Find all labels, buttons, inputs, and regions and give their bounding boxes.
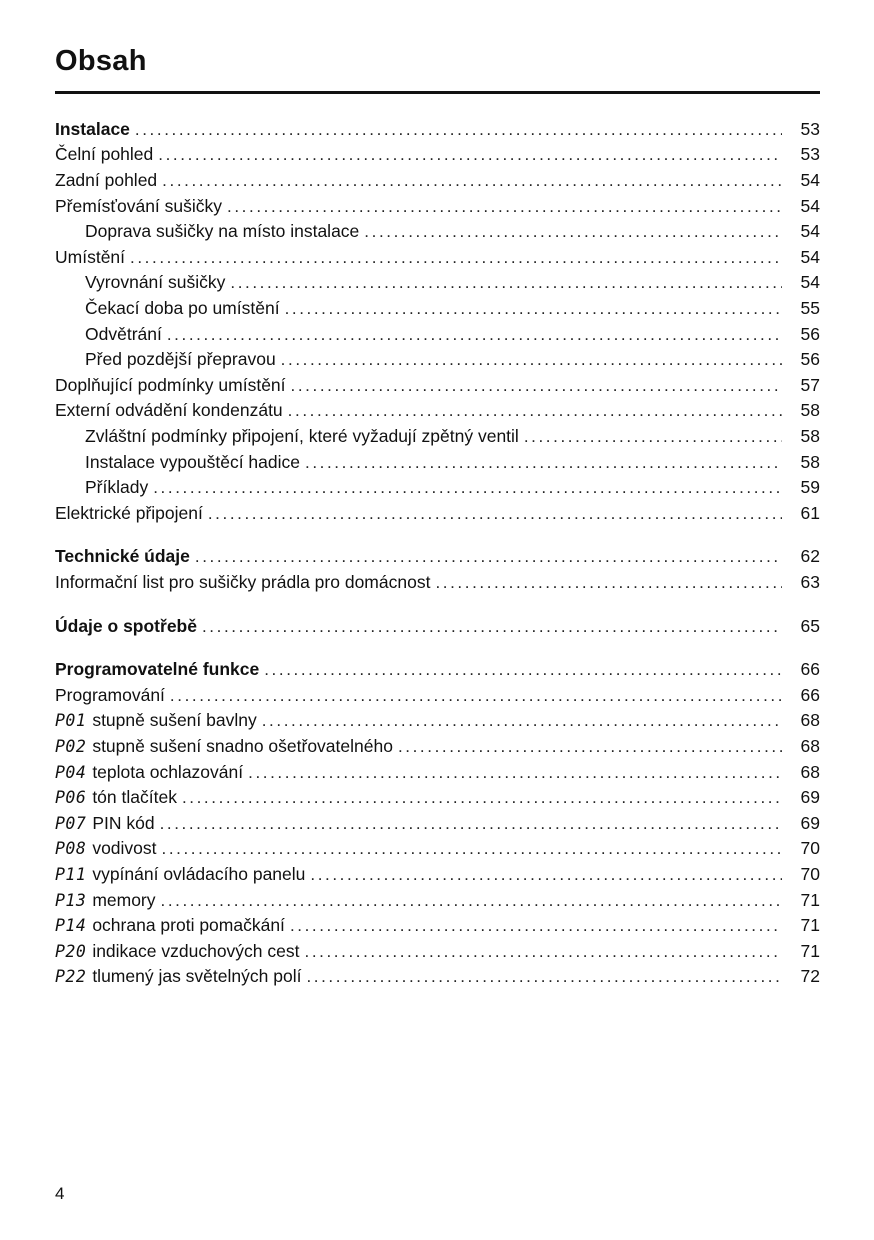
toc-entry	[55, 142, 820, 168]
toc-entry	[55, 836, 820, 862]
toc-entry-label: Doprava sušičky na místo instalace	[85, 221, 360, 242]
toc-entry	[55, 424, 820, 450]
dot-leader	[305, 939, 782, 965]
toc-entry-label: Technické údaje	[55, 546, 190, 567]
dot-leader	[195, 544, 782, 570]
toc-entry-label: Instalace	[55, 118, 130, 139]
dot-leader	[305, 450, 782, 476]
toc-entry-label: Elektrické připojení	[55, 502, 203, 523]
toc-entry	[55, 544, 820, 570]
dot-leader	[208, 501, 782, 527]
dot-leader	[135, 117, 782, 143]
toc-entry	[55, 734, 820, 760]
dot-leader	[227, 194, 782, 220]
dot-leader	[262, 708, 782, 734]
toc-entry-page: 68	[800, 710, 820, 731]
title-rule	[55, 91, 820, 94]
toc-entry	[55, 862, 820, 888]
dot-leader	[182, 785, 782, 811]
toc-entry-label: tlumený jas světelných polí	[92, 966, 302, 987]
toc-entry-page: 54	[800, 170, 820, 191]
dot-leader	[161, 888, 782, 914]
program-code: P11	[55, 864, 87, 884]
toc-entry	[55, 245, 820, 271]
dot-leader	[162, 168, 782, 194]
toc-entry	[55, 964, 820, 990]
toc-entry-label: Zadní pohled	[55, 170, 158, 191]
toc-entry-label: indikace vzduchových cest	[92, 940, 300, 961]
toc-entry-label: Čelní pohled	[55, 144, 154, 165]
toc-entry-label: tón tlačítek	[92, 787, 177, 808]
toc-entry	[55, 475, 820, 501]
dot-leader	[167, 322, 782, 348]
toc-entry-label: teplota ochlazování	[92, 761, 244, 782]
toc-entry-page: 69	[800, 812, 820, 833]
toc-entry	[55, 398, 820, 424]
program-code: P14	[55, 916, 87, 936]
toc-entry-page: 56	[800, 349, 820, 370]
toc-entry	[55, 683, 820, 709]
toc-entry-page: 58	[800, 400, 820, 421]
toc-entry-page: 66	[800, 659, 820, 680]
program-code: P20	[55, 941, 87, 961]
dot-leader	[170, 683, 782, 709]
toc-entry-page: 61	[800, 502, 820, 523]
toc-entry-page: 57	[800, 374, 820, 395]
page-content	[55, 46, 820, 990]
toc-entry	[55, 219, 820, 245]
dot-leader	[158, 142, 782, 168]
dot-leader	[291, 373, 782, 399]
toc-entry-page: 68	[800, 761, 820, 782]
toc-entry	[55, 939, 820, 965]
toc-entry-page: 62	[800, 546, 820, 567]
dot-leader	[310, 862, 782, 888]
toc-entry-page: 55	[800, 298, 820, 319]
toc-entry-label: Informační list pro sušičky prádla pro domácnost	[55, 571, 431, 592]
page-title: Obsah	[55, 45, 147, 77]
dot-leader	[160, 811, 782, 837]
dot-leader	[281, 347, 782, 373]
dot-leader	[264, 657, 782, 683]
toc-entry-page: 69	[800, 787, 820, 808]
toc-entry-label: Čekací doba po umístění	[85, 298, 280, 319]
toc-entry	[55, 168, 820, 194]
toc-entry-label: Programování	[55, 684, 165, 705]
toc-entry	[55, 194, 820, 220]
page-number: 4	[55, 1184, 65, 1203]
toc-entry-label: stupně sušení snadno ošetřovatelného	[92, 735, 393, 756]
toc-entry	[55, 270, 820, 296]
dot-leader	[435, 570, 782, 596]
toc-entry	[55, 347, 820, 373]
dot-leader	[398, 734, 782, 760]
toc-entry-page: 71	[800, 915, 820, 936]
program-code: P08	[55, 839, 87, 859]
toc-entry-page: 68	[800, 735, 820, 756]
toc-entry-page: 54	[800, 221, 820, 242]
program-code: P06	[55, 788, 87, 808]
dot-leader	[130, 245, 782, 271]
dot-leader	[248, 760, 782, 786]
dot-leader	[153, 475, 782, 501]
dot-leader	[285, 296, 782, 322]
toc-list	[55, 117, 820, 990]
toc-entry	[55, 913, 820, 939]
toc-entry-page: 70	[800, 863, 820, 884]
toc-entry-label: Vyrovnání sušičky	[85, 272, 226, 293]
toc-entry-label: Doplňující podmínky umístění	[55, 374, 286, 395]
dot-leader	[162, 836, 782, 862]
toc-entry-label: Umístění	[55, 246, 126, 267]
program-code: P07	[55, 813, 87, 833]
toc-entry	[55, 811, 820, 837]
toc-entry-label: Instalace vypouštěcí hadice	[85, 451, 300, 472]
toc-entry-page: 65	[800, 615, 820, 636]
toc-entry-page: 53	[800, 118, 820, 139]
toc-entry-label: Zvláštní podmínky připojení, které vyžadují zpětný ventil	[85, 426, 519, 447]
toc-entry-page: 58	[800, 451, 820, 472]
toc-entry-page: 54	[800, 246, 820, 267]
toc-entry	[55, 373, 820, 399]
toc-entry	[55, 570, 820, 596]
toc-entry-page: 71	[800, 889, 820, 910]
toc-entry	[55, 760, 820, 786]
toc-entry-label: vodivost	[92, 838, 157, 859]
toc-entry	[55, 450, 820, 476]
toc-entry-label: vypínání ovládacího panelu	[92, 863, 306, 884]
dot-leader	[288, 398, 782, 424]
toc-entry	[55, 322, 820, 348]
toc-entry-page: 70	[800, 838, 820, 859]
toc-entry-label: Před pozdější přepravou	[85, 349, 276, 370]
toc-entry-label: PIN kód	[92, 812, 155, 833]
toc-entry	[55, 888, 820, 914]
toc-entry	[55, 708, 820, 734]
toc-entry-page: 56	[800, 323, 820, 344]
dot-leader	[524, 424, 782, 450]
toc-entry-label: Údaje o spotřebě	[55, 615, 197, 636]
toc-entry-page: 58	[800, 426, 820, 447]
program-code: P02	[55, 736, 87, 756]
toc-entry	[55, 117, 820, 143]
toc-entry-page: 53	[800, 144, 820, 165]
toc-entry-label: Odvětrání	[85, 323, 162, 344]
toc-entry-page: 54	[800, 272, 820, 293]
program-code: P22	[55, 967, 87, 987]
dot-leader	[290, 913, 782, 939]
program-code: P01	[55, 711, 87, 731]
program-code: P04	[55, 762, 87, 782]
toc-entry-page: 72	[800, 966, 820, 987]
toc-entry	[55, 614, 820, 640]
toc-entry-page: 54	[800, 195, 820, 216]
toc-entry-page: 71	[800, 940, 820, 961]
dot-leader	[230, 270, 782, 296]
toc-entry	[55, 296, 820, 322]
toc-entry	[55, 501, 820, 527]
toc-entry-label: Přemísťování sušičky	[55, 195, 223, 216]
toc-entry-label: ochrana proti pomačkání	[92, 915, 285, 936]
toc-entry-label: Externí odvádění kondenzátu	[55, 400, 283, 421]
toc-entry-page: 63	[800, 571, 820, 592]
dot-leader	[306, 964, 782, 990]
dot-leader	[202, 614, 782, 640]
toc-entry-label: memory	[92, 889, 156, 910]
dot-leader	[364, 219, 782, 245]
program-code: P13	[55, 890, 87, 910]
toc-entry-label: stupně sušení bavlny	[92, 710, 257, 731]
toc-entry-page: 59	[800, 477, 820, 498]
toc-entry-label: Programovatelné funkce	[55, 659, 260, 680]
toc-entry	[55, 785, 820, 811]
toc-entry	[55, 657, 820, 683]
toc-entry-page: 66	[800, 684, 820, 705]
toc-entry-label: Příklady	[85, 477, 149, 498]
